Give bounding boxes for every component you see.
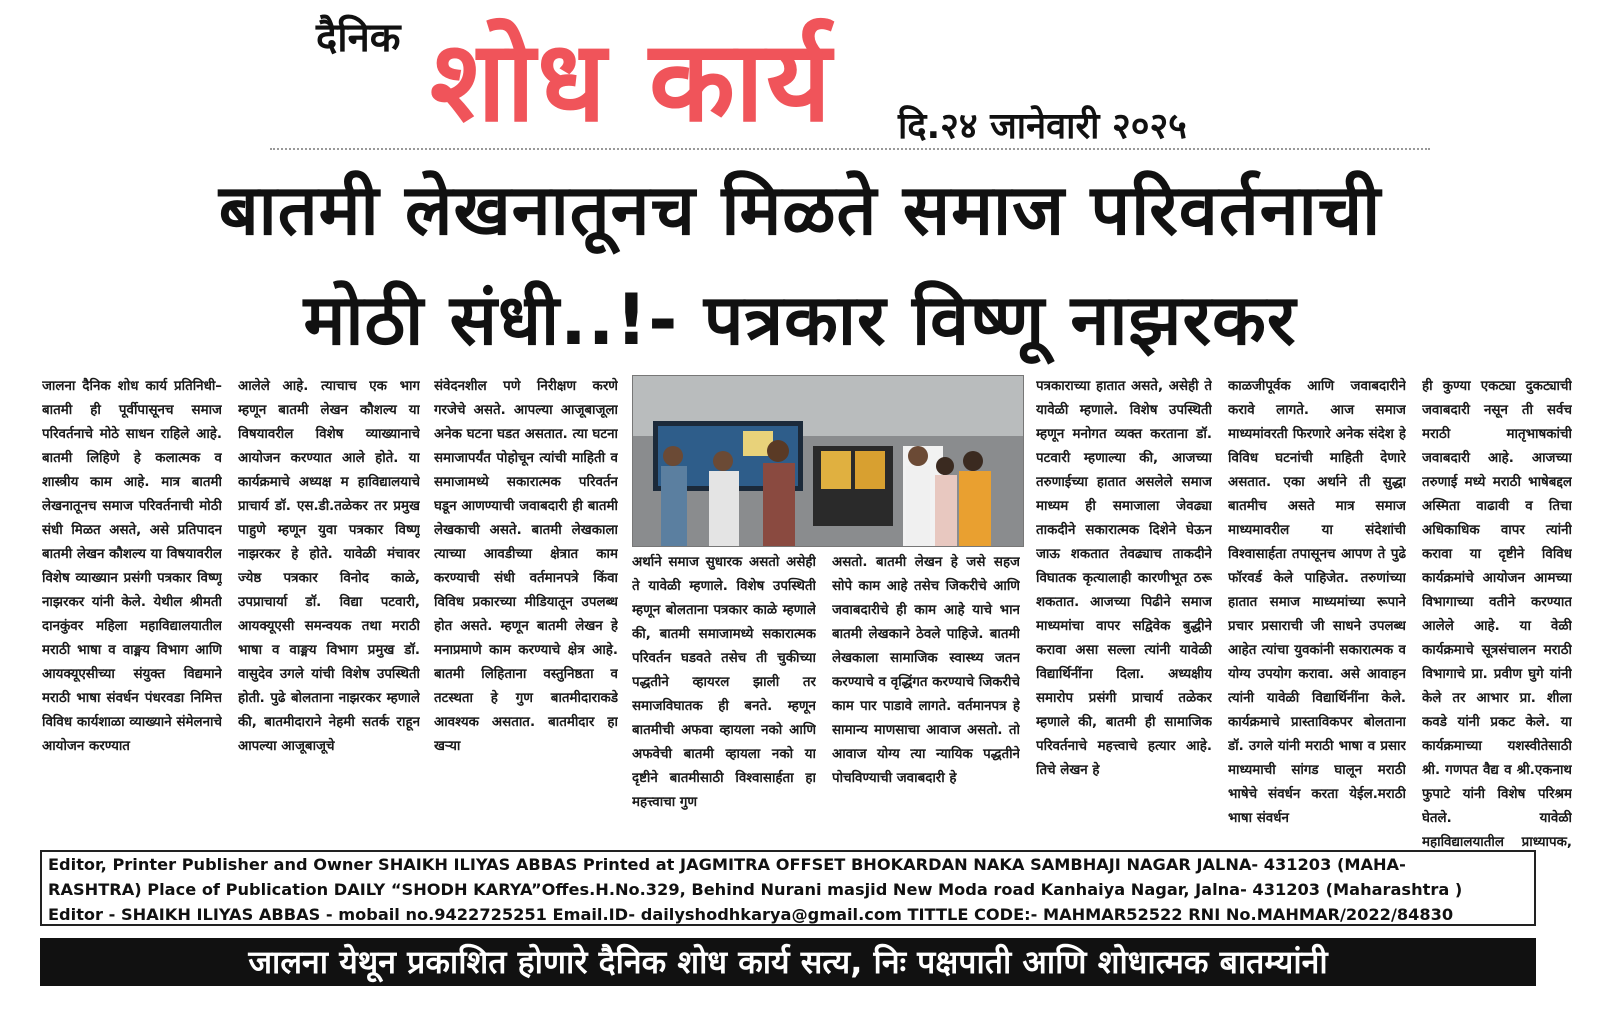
article-column-7: काळजीपूर्वक आणि जवाबदारीने करावे लागते. आज समाज माध्यमांवरती फिरणारे अनेक संदेश हे विविध घटनांची माहिती देणारे असतात. एका अर्थाने ती सुद्धा बातमीच असते मात्र समाज माध्यमावरील या संदेशांची विश्वासार्हता तपासूनच आपण ते पुढे फॉरवर्ड केले पाहिजेत. तरुणांच्या हातात समाज माध्यमांच्या रूपाने प्रचार प्रसाराची जी साधने उपलब्ध आहेत त्यांचा युवकांनी सकारात्मक व योग्य उपयोग करावा. असे आवाहन त्यांनी यावेळी विद्यार्थिनींना केले. कार्यक्रमाचे प्रास्ताविकपर बोलताना डॉ. उगले यांनी मराठी भाषा व प्रसार माध्यमाची सांगड घालून मराठी भाषेचे संवर्धन करता येईल.मराठी भाषा संवर्धन bbox=[1228, 379, 1406, 826]
masthead bbox=[0, 0, 1600, 160]
headline-line-1: बातमी लेखनातूनच मिळते समाज परिवर्तनाची bbox=[218, 169, 1382, 251]
imprint-line-2: RASHTRA) Place of Publication DAILY “SHODH KARYA”Offes.H.No.329, Behind Nurani masjid New Moda road Kanhaiya Nagar, Jalna- 431203 (Maharashtra ) bbox=[48, 880, 1463, 899]
newspaper-name: शोध कार्य bbox=[430, 17, 834, 147]
photo-block bbox=[632, 375, 1024, 855]
article-body bbox=[42, 375, 1570, 855]
article-column-3: संवेदनशील पणे निरीक्षण करणे गरजेचे असते. आपल्या आजूबाजूला अनेक घटना घडत असतात. त्या घटना समाजापर्यंत पोहोचून त्यांची माहिती व समाजामध्ये सकारात्मक परिवर्तन घडून आणण्याची जवाबदारी ही बातमी लेखकाची असते. बातमी लेखकाला त्याच्या आवडीच्या क्षेत्रात काम करण्याची संधी वर्तमानपत्रे किंवा विविध प्रकारच्या मीडियातून उपलब्ध होत असते. म्हणून बातमी लेखन हे मनाप्रमाणे काम करण्याचे क्षेत्र आहे. बातमी लिहिताना वस्तुनिष्ठता व तटस्थता हे गुण बातमीदाराकडे आवश्यक असतात. बातमीदार हा खऱ्या bbox=[434, 379, 618, 754]
issue-date: दि.२४ जानेवारी २०२५ bbox=[898, 106, 1187, 147]
footer-tagline: जालना येथून प्रकाशित होणारे दैनिक शोध कार्य सत्य, निः पक्षपाती आणि शोधात्मक बातम्यांनी bbox=[40, 938, 1536, 986]
event-photo bbox=[632, 375, 1024, 547]
article-column-6: पत्रकाराच्या हातात असते, असेही ते यावेळी म्हणाले. विशेष उपस्थिती म्हणून मनोगत व्यक्त करताना डॉ. पटवारी म्हणाल्या की, आजच्या तरुणाईच्या हातात असलेले समाज माध्यम ही समाजाला जेवढ्या ताकदीने सकारात्मक दिशेने घेऊन जाऊ शकतात तेवढ्याच ताकदीने विघातक कृत्यालाही कारणीभूत ठरू शकतात. आजच्या पिढीने समाज माध्यमांचा वापर सद्विवेक बुद्धीने करावा असा सल्ला त्यांनी यावेळी विद्यार्थिनींना दिला. अध्यक्षीय समारोप प्रसंगी प्राचार्य तळेकर म्हणाले की, बातमी ही सामाजिक परिवर्तनाचे महत्त्वाचे हत्यार आहे. तिचे लेखन हे bbox=[1036, 379, 1212, 778]
masthead-prefix: दैनिक bbox=[316, 15, 401, 61]
article-column-8: ही कुण्या एकट्या दुकट्याची जवाबदारी नसून ती सर्वच मराठी मातृभाषकांची जवाबदारी आहे. आजच्या तरुणाई मध्ये मराठी भाषेबद्दल अस्मिता वाढावी व तिचा अधिकाधिक वापर त्यांनी करावा या दृष्टीने विविध कार्यक्रमांचे आयोजन आमच्या विभागाच्या वतीने करण्यात आलेले आहे. या वेळी कार्यक्रमाचे सूत्रसंचालन मराठी विभागाचे प्रा. प्रवीण घुगे यांनी केले तर आभार प्रा. शीला कवडे यांनी प्रकट केले. या कार्यक्रमाच्या यशस्वीतेसाठी श्री. गणपत वैद्य व श्री.एकनाथ फुपाटे यांनी विशेष परिश्रम घेतले. यावेळी महाविद्यालयातील प्राध्यापक, bbox=[1422, 379, 1572, 850]
headline-line-2: मोठी संधी..!- पत्रकार विष्णू नाझरकर bbox=[303, 279, 1297, 361]
masthead-divider bbox=[270, 148, 1430, 150]
event-photo-image bbox=[633, 376, 1023, 546]
article-column-2: आलेले आहे. त्याचाच एक भाग म्हणून बातमी लेखन कौशल्य या विषयावरील विशेष व्याख्यानाचे आयोजन करण्यात आले होते. या कार्यक्रमाचे अध्यक्ष म हाविद्यालयाचे प्राचार्य डॉ. एस.डी.तळेकर तर प्रमुख पाहुणे म्हणून युवा पत्रकार विष्णू नाझरकर हे होते. यावेळी मंचावर ज्येष्ठ पत्रकार विनोद काळे, उपप्राचार्या डॉ. विद्या पटवारी, आयक्यूएसी समन्वयक तथा मराठी भाषा व वाङ्मय विभाग प्रमुख डॉ. वासुदेव उगले यांची विशेष उपस्थिती होती. पुढे बोलताना नाझरकर म्हणाले की, बातमीदाराने नेहमी सतर्क राहून आपल्या आजूबाजूचे bbox=[238, 379, 420, 754]
article-column-1: जालना दैनिक शोध कार्य प्रतिनिधी–बातमी ही पूर्वीपासूनच समाज परिवर्तनाचे मोठे साधन राहिले आहे. बातमी लिहिणे हे कलात्मक व शास्त्रीय काम आहे. मात्र बातमी लेखनातूनच समाज परिवर्तनाची मोठी संधी मिळत असते, असे प्रतिपादन बातमी लेखन कौशल्य या विषयावरील विशेष व्याख्यान प्रसंगी पत्रकार विष्णू नाझरकर यांनी केले. येथील श्रीमती दानकुंवर महिला महाविद्यालयातील मराठी भाषा व वाङ्मय विभाग आणि आयक्यूएसीच्या संयुक्त विद्यमाने मराठी भाषा संवर्धन पंधरवडा निमित्त विविध कार्यशाळा व्याख्याने संमेलनाचे आयोजन करण्यात bbox=[42, 379, 222, 754]
article-column-5: असतो. बातमी लेखन हे जसे सहज सोपे काम आहे तसेच जिकरीचे आणि जवाबदारीचे ही काम आहे याचे भान बातमी लेखकाने ठेवले पाहिजे. बातमी लेखकाला सामाजिक स्वास्थ्य जतन करण्याचे व वृद्धिंगत करण्याचे जिकरीचे काम पार पाडावे लागते. वर्तमानपत्र हे सामान्य माणसाचा आवाज असतो. तो आवाज योग्य त्या न्यायिक पद्धतीने पोचविण्याची जवाबदारी हे bbox=[832, 555, 1020, 786]
imprint-line-1: Editor, Printer Publisher and Owner SHAIKH ILIYAS ABBAS Printed at JAGMITRA OFFSET BHOKARDAN NAKA SAMBHAJI NAGAR JALNA- 431203 (MAHA- bbox=[48, 855, 1406, 874]
publisher-imprint bbox=[40, 850, 1536, 926]
article-column-4: अर्थाने समाज सुधारक असतो असेही ते यावेळी म्हणाले. विशेष उपस्थिती म्हणून बोलताना पत्रकार काळे म्हणाले की, बातमी समाजामध्ये सकारात्मक परिवर्तन घडवते तसेच ती चुकीच्या पद्धतीने व्हायरल झाली तर समाजविघातक ही बनते. म्हणून बातमीची अफवा व्हायला नको आणि अफवेची बातमी व्हायला नको या दृष्टीने बातमीसाठी विश्वासार्हता हा महत्त्वाचा गुण bbox=[632, 555, 816, 810]
imprint-line-3: Editor - SHAIKH ILIYAS ABBAS - mobail no.9422725251 Email.ID- dailyshodhkarya@gmail.com TITTLE CODE:- MAHMAR52522 RNI No.MAHMAR/2022/84830 bbox=[48, 905, 1454, 924]
